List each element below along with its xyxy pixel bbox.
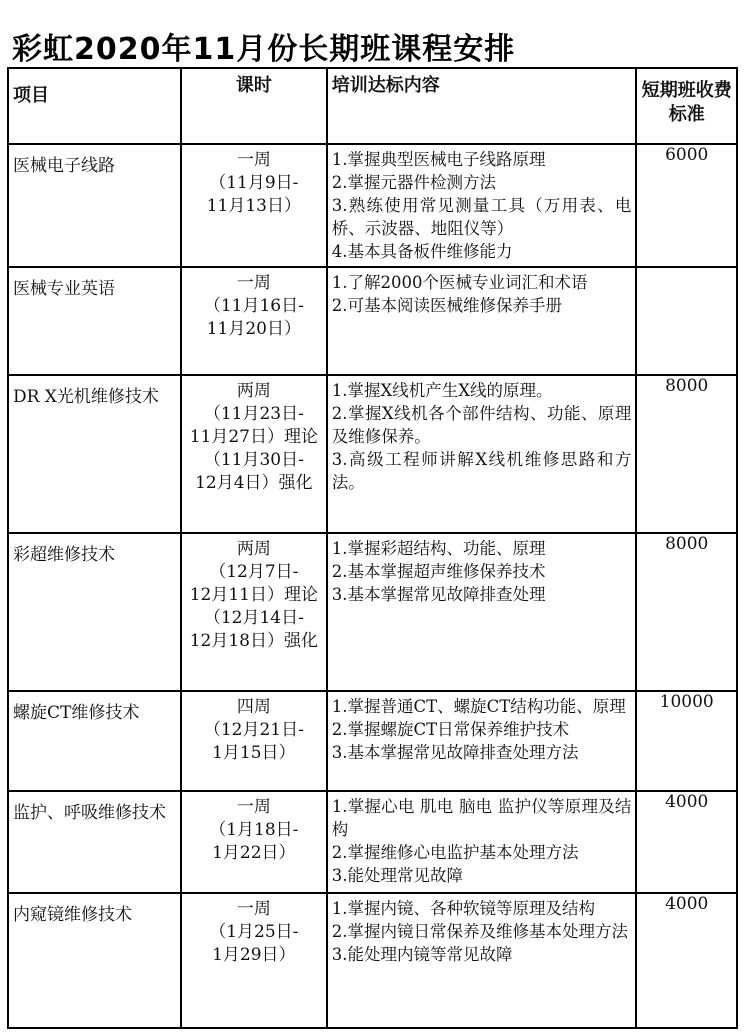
table-row	[8, 144, 737, 267]
course-hours: 一周 （11月16日- 11月20日）	[203, 273, 304, 339]
course-hours: 四周 （12月21日- 1月15日）	[203, 697, 304, 763]
course-fee: 6000	[665, 145, 709, 165]
course-fee-cell	[636, 691, 737, 791]
course-hours: 一周 （1月25日- 1月29日）	[209, 899, 299, 965]
course-name-cell	[8, 791, 181, 893]
course-hours-cell	[181, 267, 327, 375]
course-content: 1.掌握普通CT、螺旋CT结构功能、原理 2.掌握螺旋CT日常保养维护技术 3.基本掌握常见故障排查处理方法	[331, 697, 626, 762]
course-name: DR X光机维修技术	[13, 387, 159, 407]
page-title: 彩虹2020年11月份长期班课程安排	[12, 32, 516, 67]
course-content: 1.掌握典型医械电子线路原理 2.掌握元器件检测方法 3.熟练使用常见测量工具（万用表、电桥、示波器、地阻仪等） 4.基本具备板件维修能力	[331, 150, 632, 261]
course-content-cell	[327, 144, 637, 267]
course-hours: 一周 （1月18日- 1月22日）	[209, 797, 299, 863]
table-header-row	[8, 68, 737, 144]
course-content: 1.了解2000个医械专业词汇和术语 2.可基本阅读医械维修保养手册	[331, 273, 588, 315]
course-content: 1.掌握内镜、各种软镜等原理及结构 2.掌握内镜日常保养及维修基本处理方法 3.能处理内镜等常见故障	[331, 899, 628, 964]
course-fee-cell	[636, 791, 737, 893]
course-content: 1.掌握彩超结构、功能、原理 2.基本掌握超声维修保养技术 3.基本掌握常见故障排查处理	[331, 539, 546, 604]
course-content-cell	[327, 267, 637, 375]
course-hours-cell	[181, 691, 327, 791]
course-hours: 两周 （11月23日- 11月27日）理论 （11月30日- 12月4日）强化	[189, 381, 318, 493]
course-fee: 4000	[665, 894, 709, 914]
course-fee-cell	[636, 375, 737, 533]
course-name-cell	[8, 691, 181, 791]
course-fee: 8000	[665, 376, 709, 396]
course-content: 1.掌握心电 肌电 脑电 监护仪等原理及结构 2.掌握维修心电监护基本处理方法 3.能处理常见故障	[331, 797, 632, 885]
table-row	[8, 533, 737, 691]
header-fee-label: 短期班收费标准	[641, 80, 732, 125]
course-schedule-table	[7, 67, 738, 1029]
course-fee: 10000	[659, 692, 714, 712]
header-hours	[181, 68, 327, 144]
course-fee-cell	[636, 533, 737, 691]
table-row	[8, 691, 737, 791]
course-content-cell	[327, 533, 637, 691]
course-hours-cell	[181, 533, 327, 691]
course-content-cell	[327, 893, 637, 1028]
course-fee-cell	[636, 267, 737, 375]
course-name-cell	[8, 893, 181, 1028]
course-name: 医械电子线路	[13, 156, 115, 176]
course-fee-cell	[636, 144, 737, 267]
header-content	[327, 68, 637, 144]
header-content-label: 培训达标内容	[331, 75, 440, 96]
header-item	[8, 68, 181, 144]
course-name-cell	[8, 144, 181, 267]
course-fee: 8000	[665, 534, 709, 554]
header-item-label: 项目	[13, 85, 49, 106]
table-row	[8, 375, 737, 533]
course-name-cell	[8, 533, 181, 691]
course-name: 螺旋CT维修技术	[13, 703, 140, 723]
course-hours-cell	[181, 893, 327, 1028]
course-name-cell	[8, 267, 181, 375]
course-hours-cell	[181, 144, 327, 267]
course-fee-cell	[636, 893, 737, 1028]
course-content: 1.掌握X线机产生X线的原理。 2.掌握X线机各个部件结构、功能、原理及维修保养。 3.高级工程师讲解X线机维修思路和方法。	[331, 381, 632, 492]
course-content-cell	[327, 375, 637, 533]
course-name: 内窥镜维修技术	[13, 905, 132, 925]
course-name: 彩超维修技术	[13, 545, 115, 565]
header-fee	[636, 68, 737, 144]
course-fee: 4000	[665, 792, 709, 812]
course-hours: 一周 （11月9日- 11月13日）	[206, 150, 301, 216]
table-row	[8, 791, 737, 893]
course-hours: 两周 （12月7日- 12月11日）理论 （12月14日- 12月18日）强化	[189, 539, 318, 651]
course-name: 监护、呼吸维修技术	[13, 803, 166, 823]
course-name-cell	[8, 375, 181, 533]
course-hours-cell	[181, 791, 327, 893]
course-name: 医械专业英语	[13, 279, 115, 299]
course-content-cell	[327, 791, 637, 893]
table-row	[8, 893, 737, 1028]
course-content-cell	[327, 691, 637, 791]
header-hours-label: 课时	[235, 75, 272, 96]
course-hours-cell	[181, 375, 327, 533]
table-row	[8, 267, 737, 375]
